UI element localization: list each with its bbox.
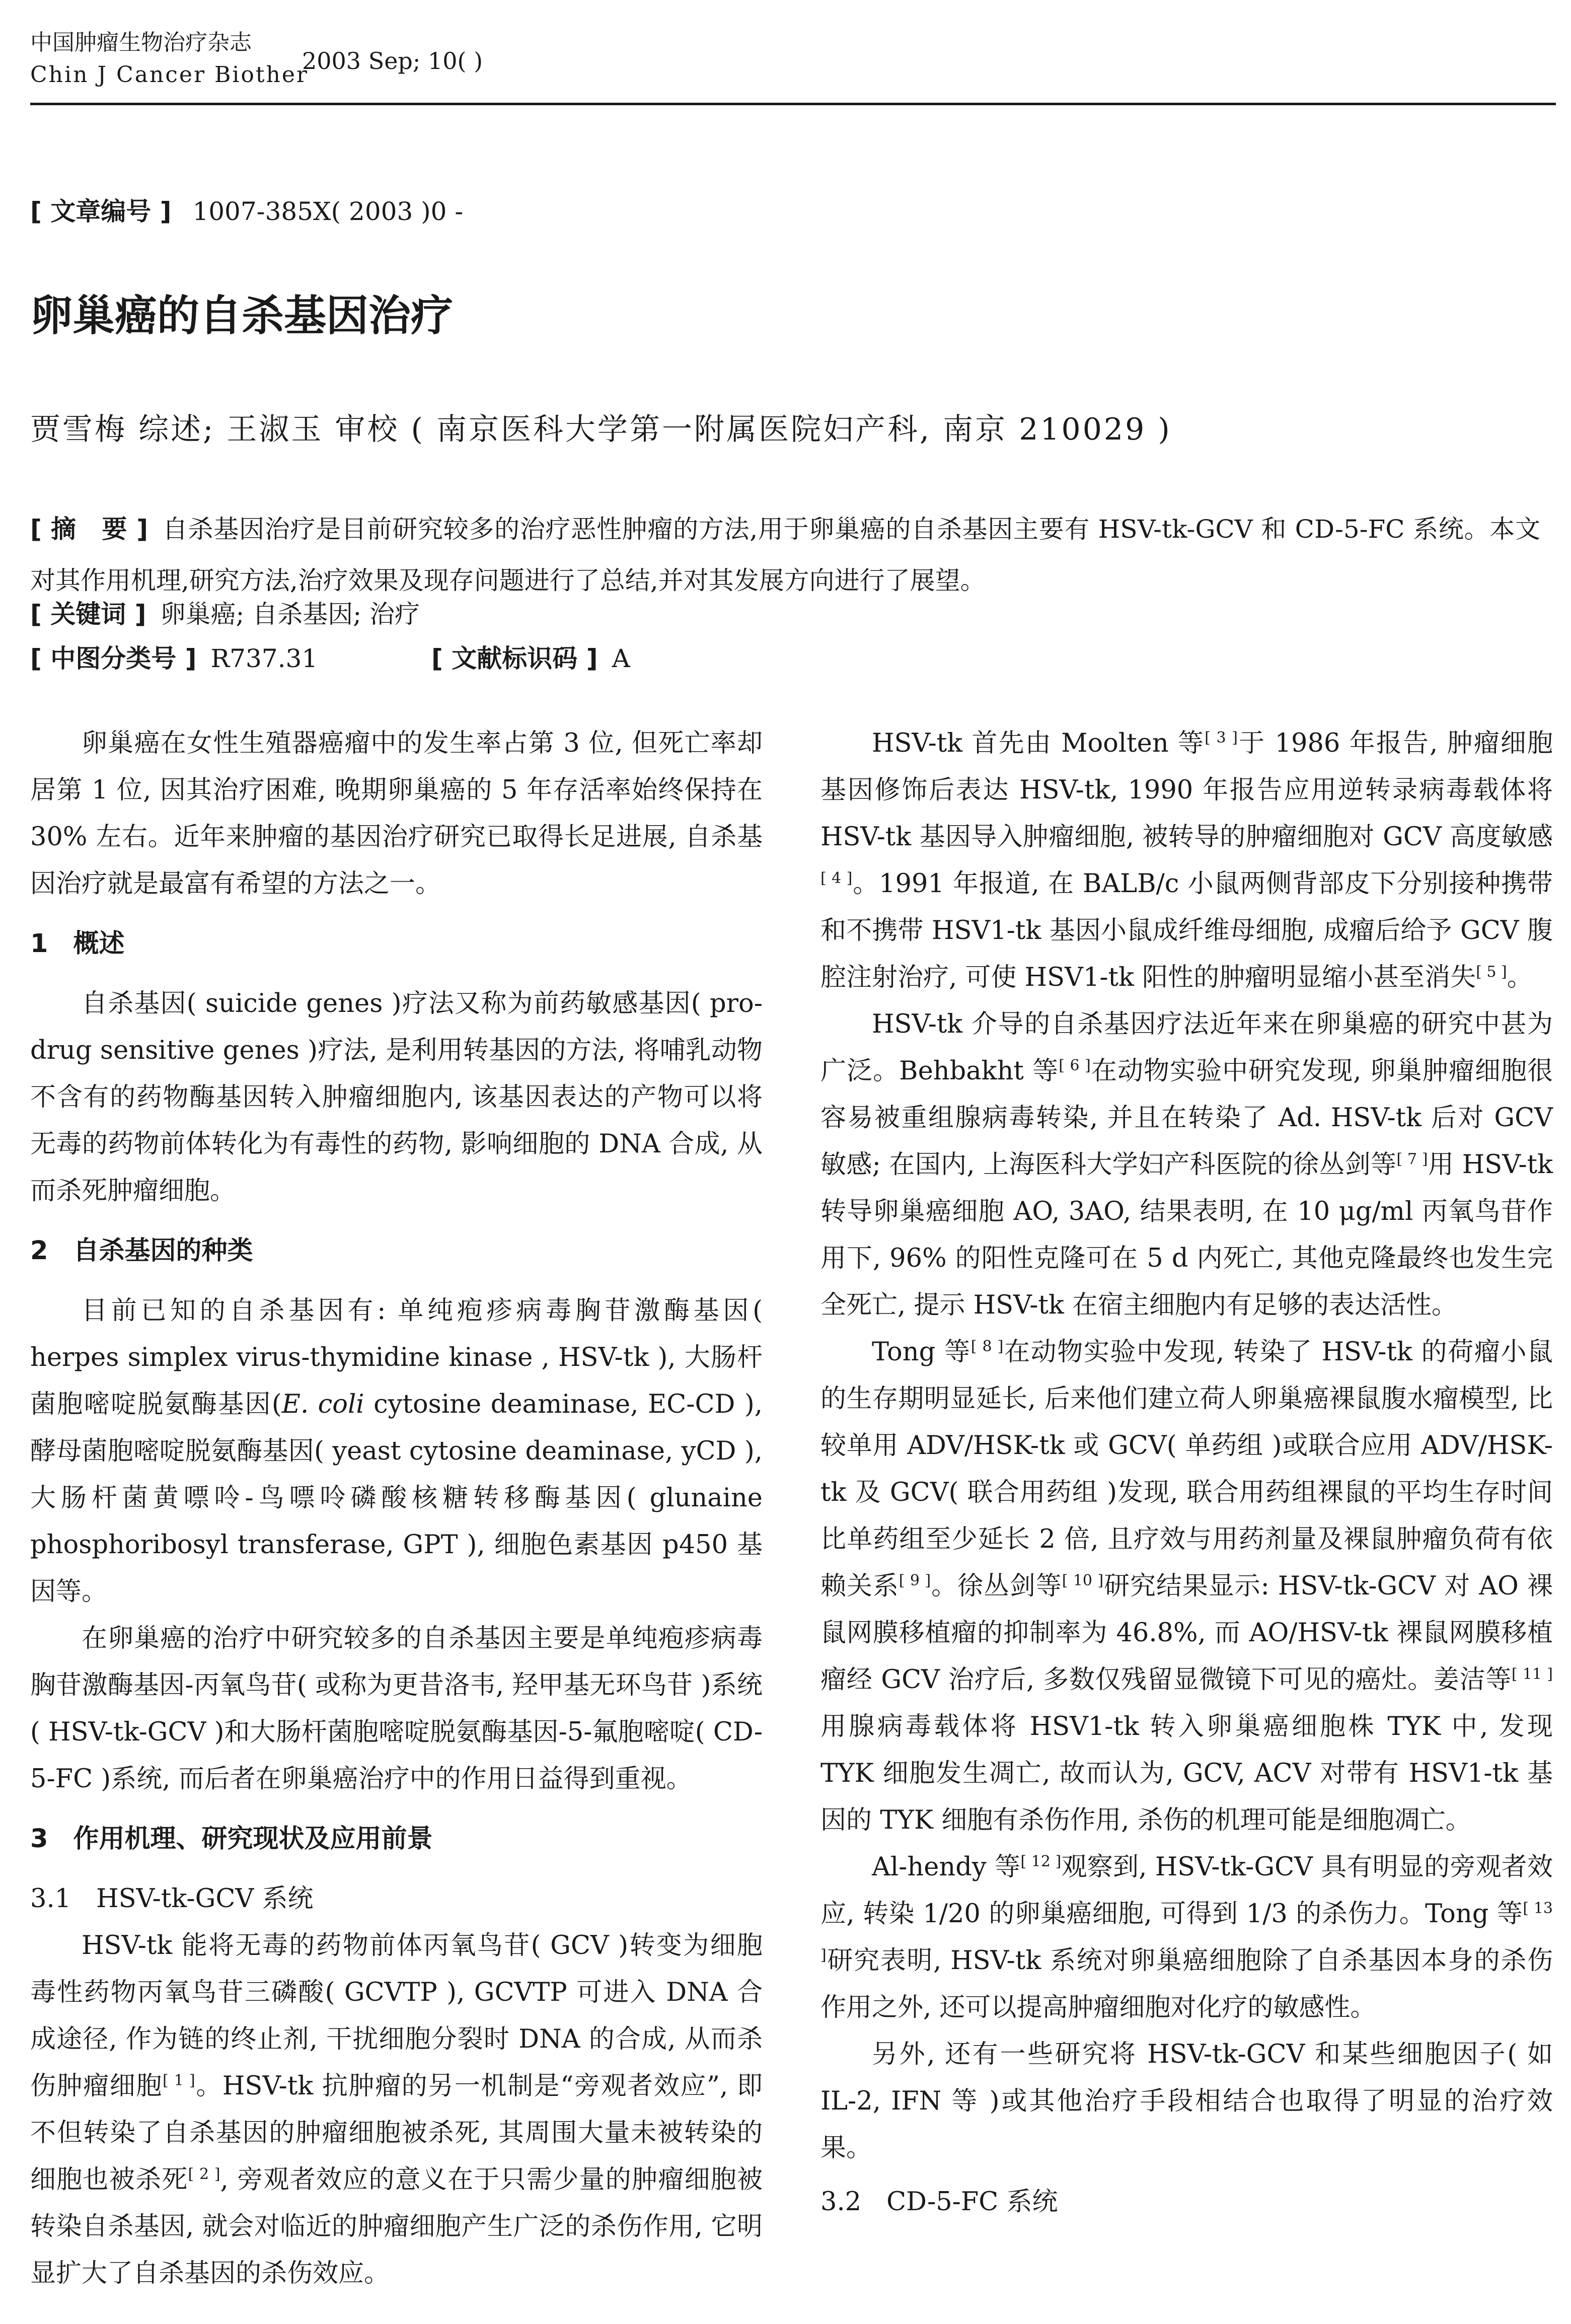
article-number <box>30 191 463 228</box>
text-run: 研究表明, HSV-tk 系统对卵巢癌细胞除了自杀基因本身的杀伤作用之外, 还可以提高肿瘤细胞对化疗的敏感性。 <box>820 1946 1553 2022</box>
section-1-paragraph: 自杀基因( suicide genes )疗法又称为前药敏感基因( pro-drug sensitive genes )疗法, 是利用转基因的方法, 将哺乳动物不含有的药物酶基因转入肿瘤细胞内, 该基因表达的产物可以将无毒的药物前体转化为有毒性的药物, 影响细胞的 DNA 合成, 从而杀死肿瘤细胞。 <box>30 989 763 1206</box>
keywords-label: [ 关键词 ] <box>30 600 146 629</box>
left-column <box>30 720 763 2321</box>
issue-date: 2003 Sep; 10( ) <box>302 47 483 75</box>
text-run: HSV-tk 能将无毒的药物前体丙氧鸟苷( GCV )转变为细胞毒性药物丙氧鸟苷三磷酸( GCVTP ), GCVTP 可进入 DNA 合成途径, 作为链的终止剂, 干扰细胞分裂时 DNA 的合成, 从而杀伤肿瘤细胞 <box>30 1931 763 2101</box>
right-column <box>820 720 1553 2321</box>
citation-11: [ 11 ] <box>1511 1665 1553 1683</box>
text-run: 在动物实验中研究发现, 卵巢肿瘤细胞很容易被重组腺病毒转染, 并且在转染了 Ad. HSV-tk 后对 GCV 敏感; 在国内, 上海医科大学妇产科医院的徐丛剑等 <box>820 1056 1553 1180</box>
authors-line: 贾雪梅 综述; 王淑玉 审校 ( 南京医科大学第一附属医院妇产科, 南京 210029 ) <box>30 412 1172 447</box>
section-1-number: 1 <box>30 929 48 959</box>
section-3-1-paragraph <box>30 1922 763 2297</box>
citation-9: [ 9 ] <box>899 1572 931 1589</box>
citation-10: [ 10 ] <box>1062 1572 1104 1589</box>
text-run: 用 HSV-tk 转导卵巢癌细胞 AO, 3AO, 结果表明, 在 10 μg/ml 丙氧鸟苷作用下, 96% 的阳性克隆可在 5 d 内死亡, 其他克隆最终也发生完全死亡, 提示 HSV-tk 在宿主细胞内有足够的表达活性。 <box>820 1150 1553 1320</box>
section-3-1-number: 3.1 <box>30 1884 71 1914</box>
journal-name-en: Chin J Cancer Biother <box>30 62 309 88</box>
section-2-title: 自杀基因的种类 <box>73 1236 253 1266</box>
right-paragraph-5: 另外, 还有一些研究将 HSV-tk-GCV 和某些细胞因子( 如 IL-2, IFN 等 )或其他治疗手段相结合也取得了明显的治疗效果。 <box>820 2040 1553 2163</box>
abstract <box>30 503 1540 606</box>
citation-8: [ 8 ] <box>970 1338 1004 1355</box>
citation-1: [ 1 ] <box>162 2072 195 2089</box>
intro-paragraph: 卵巢癌在女性生殖器癌瘤中的发生率占第 3 位, 但死亡率却居第 1 位, 因其治疗困难, 晚期卵巢癌的 5 年存活率始终保持在 30% 左右。近年来肿瘤的基因治疗研究已取得长足进展, 自杀基因治疗就是最富有希望的方法之一。 <box>30 729 763 899</box>
doc-code-label: [ 文献标识码 ] <box>431 644 598 673</box>
citation-7: [ 7 ] <box>1396 1150 1428 1168</box>
citation-3: [ 3 ] <box>1205 729 1238 747</box>
right-paragraph-1 <box>820 720 1553 1001</box>
right-paragraph-2 <box>820 1001 1553 1329</box>
classification-line <box>30 638 630 675</box>
citation-4: [ 4 ] <box>820 869 853 887</box>
article-number-label: [ 文章编号 ] <box>30 197 172 226</box>
section-3-number: 3 <box>30 1824 48 1854</box>
text-run: HSV-tk 首先由 Moolten 等 <box>872 729 1205 758</box>
section-3-2-heading <box>820 2178 1553 2225</box>
text-run: HSV-tk 介导的自杀基因疗法近年来在卵巢癌的研究中甚为广泛。Behbakht 等 <box>820 1009 1553 1086</box>
abstract-label: [ 摘 要 ] <box>30 515 148 544</box>
text-run: 观察到, HSV-tk-GCV 具有明显的旁观者效应, 转染 1/20 的卵巢癌细胞, 可得到 1/3 的杀伤力。Tong 等 <box>820 1852 1553 1929</box>
keywords <box>30 594 420 630</box>
clc-value: R737.31 <box>210 644 318 673</box>
section-3-heading <box>30 1815 763 1862</box>
abstract-text: 自杀基因治疗是目前研究较多的治疗恶性肿瘤的方法,用于卵巢癌的自杀基因主要有 HSV-tk-GCV 和 CD-5-FC 系统。本文对其作用机理,研究方法,治疗效果及现存问题进行了总结,并对其发展方向进行了展望。 <box>30 515 1540 595</box>
text-run: 用腺病毒载体将 HSV1-tk 转入卵巢癌细胞株 TYK 中, 发现 TYK 细胞发生凋亡, 故而认为, GCV, ACV 对带有 HSV1-tk 基因的 TYK 细胞有杀伤作用, 杀伤的机理可能是细胞凋亡。 <box>820 1712 1553 1835</box>
clc-label: [ 中图分类号 ] <box>30 644 197 673</box>
header-rule <box>30 103 1556 105</box>
right-paragraph-3 <box>820 1329 1553 1844</box>
text-run: Al-hendy 等 <box>872 1852 1021 1882</box>
species-name: E. coli <box>281 1390 364 1419</box>
right-paragraph-4 <box>820 1844 1553 2031</box>
section-2-paragraph-2: 在卵巢癌的治疗中研究较多的自杀基因主要是单纯疱疹病毒胸苷激酶基因-丙氧鸟苷( 或称为更昔洛韦, 羟甲基无环鸟苷 )系统( HSV-tk-GCV )和大肠杆菌胞嘧啶脱氨酶基因-5-氟胞嘧啶( CD-5-FC )系统, 而后者在卵巢癌治疗中的作用日益得到重视。 <box>30 1624 763 1794</box>
text-run: 。 <box>1507 963 1533 992</box>
citation-6: [ 6 ] <box>1059 1057 1091 1074</box>
text-run: 。徐丛剑等 <box>931 1571 1062 1601</box>
keywords-text: 卵巢癌; 自杀基因; 治疗 <box>160 600 420 629</box>
section-1-title: 概述 <box>73 929 125 959</box>
section-2-paragraph-1 <box>30 1287 763 1615</box>
citation-2: [ 2 ] <box>188 2165 220 2183</box>
section-3-2-number: 3.2 <box>820 2187 862 2217</box>
section-3-1-heading <box>30 1875 763 1922</box>
text-run: , 旁观者效应的意义在于只需少量的肿瘤细胞被转染自杀基因, 就会对临近的肿瘤细胞产生广泛的杀伤作用, 它明显扩大了自杀基因的杀伤效应。 <box>30 2165 763 2288</box>
section-3-2-title: CD-5-FC 系统 <box>886 2187 1058 2217</box>
journal-name-cn: 中国肿瘤生物治疗杂志 <box>30 30 252 55</box>
text-run: 。1991 年报道, 在 BALB/c 小鼠两侧背部皮下分别接种携带和不携带 HSV1-tk 基因小鼠成纤维母细胞, 成瘤后给予 GCV 腹腔注射治疗, 可使 HSV1-tk 阳性的肿瘤明显缩小甚至消失 <box>820 869 1553 992</box>
section-2-number: 2 <box>30 1236 48 1266</box>
text-run: cytosine deaminase, EC-CD ), 酵母菌胞嘧啶脱氨酶基因( yeast cytosine deaminase, yCD ), 大肠杆菌黄嘌呤-鸟嘌呤磷酸核糖转移酶基因( glunaine phosphoribosyl transferase, GPT ), 细胞色素基因 p450 基因等。 <box>30 1390 763 1607</box>
text-run: 。HSV-tk 抗肿瘤的另一机制是“旁观者效应”, 即不但转染了自杀基因的肿瘤细胞被杀死, 其周围大量未被转染的细胞也被杀死 <box>30 2071 763 2195</box>
text-run: 研究结果显示: HSV-tk-GCV 对 AO 裸鼠网膜移植瘤的抑制率为 46.8%, 而 AO/HSV-tk 裸鼠网膜移植瘤经 GCV 治疗后, 多数仅残留显微镜下可见的癌灶。姜洁等 <box>820 1571 1553 1695</box>
article-title: 卵巢癌的自杀基因治疗 <box>30 291 454 340</box>
text-run: 于 1986 年报告, 肿瘤细胞基因修饰后表达 HSV-tk, 1990 年报告应用逆转录病毒载体将 HSV-tk 基因导入肿瘤细胞, 被转导的肿瘤细胞对 GCV 高度敏感 <box>820 729 1553 852</box>
text-run: 在动物实验中发现, 转染了 HSV-tk 的荷瘤小鼠的生存期明显延长, 后来他们建立荷人卵巢癌裸鼠腹水瘤模型, 比较单用 ADV/HSK-tk 或 GCV( 单药组 )或联合应用 ADV/HSK-tk 及 GCV( 联合用药组 )发现, 联合用药组裸鼠的平均生存时间比单药组至少延长 2 倍, 且疗效与用药剂量及裸鼠肿瘤负荷有依赖关系 <box>820 1337 1553 1601</box>
citation-13: [ 13 ] <box>820 1900 1553 1964</box>
citation-5: [ 5 ] <box>1476 963 1507 981</box>
citation-12: [ 12 ] <box>1020 1853 1062 1870</box>
section-3-1-title: HSV-tk-GCV 系统 <box>96 1884 314 1914</box>
section-1-heading <box>30 920 763 967</box>
doc-code-value: A <box>612 644 630 673</box>
text-run: 目前已知的自杀基因有: 单纯疱疹病毒胸苷激酶基因( herpes simplex virus-thymidine kinase , HSV-tk ), 大肠杆菌胞嘧啶脱氨酶基因( <box>30 1296 763 1419</box>
section-2-heading <box>30 1227 763 1274</box>
section-3-title: 作用机理、研究现状及应用前景 <box>73 1824 433 1854</box>
text-run: Tong 等 <box>872 1337 971 1367</box>
article-number-value: 1007-385X( 2003 )0 - <box>192 197 464 226</box>
